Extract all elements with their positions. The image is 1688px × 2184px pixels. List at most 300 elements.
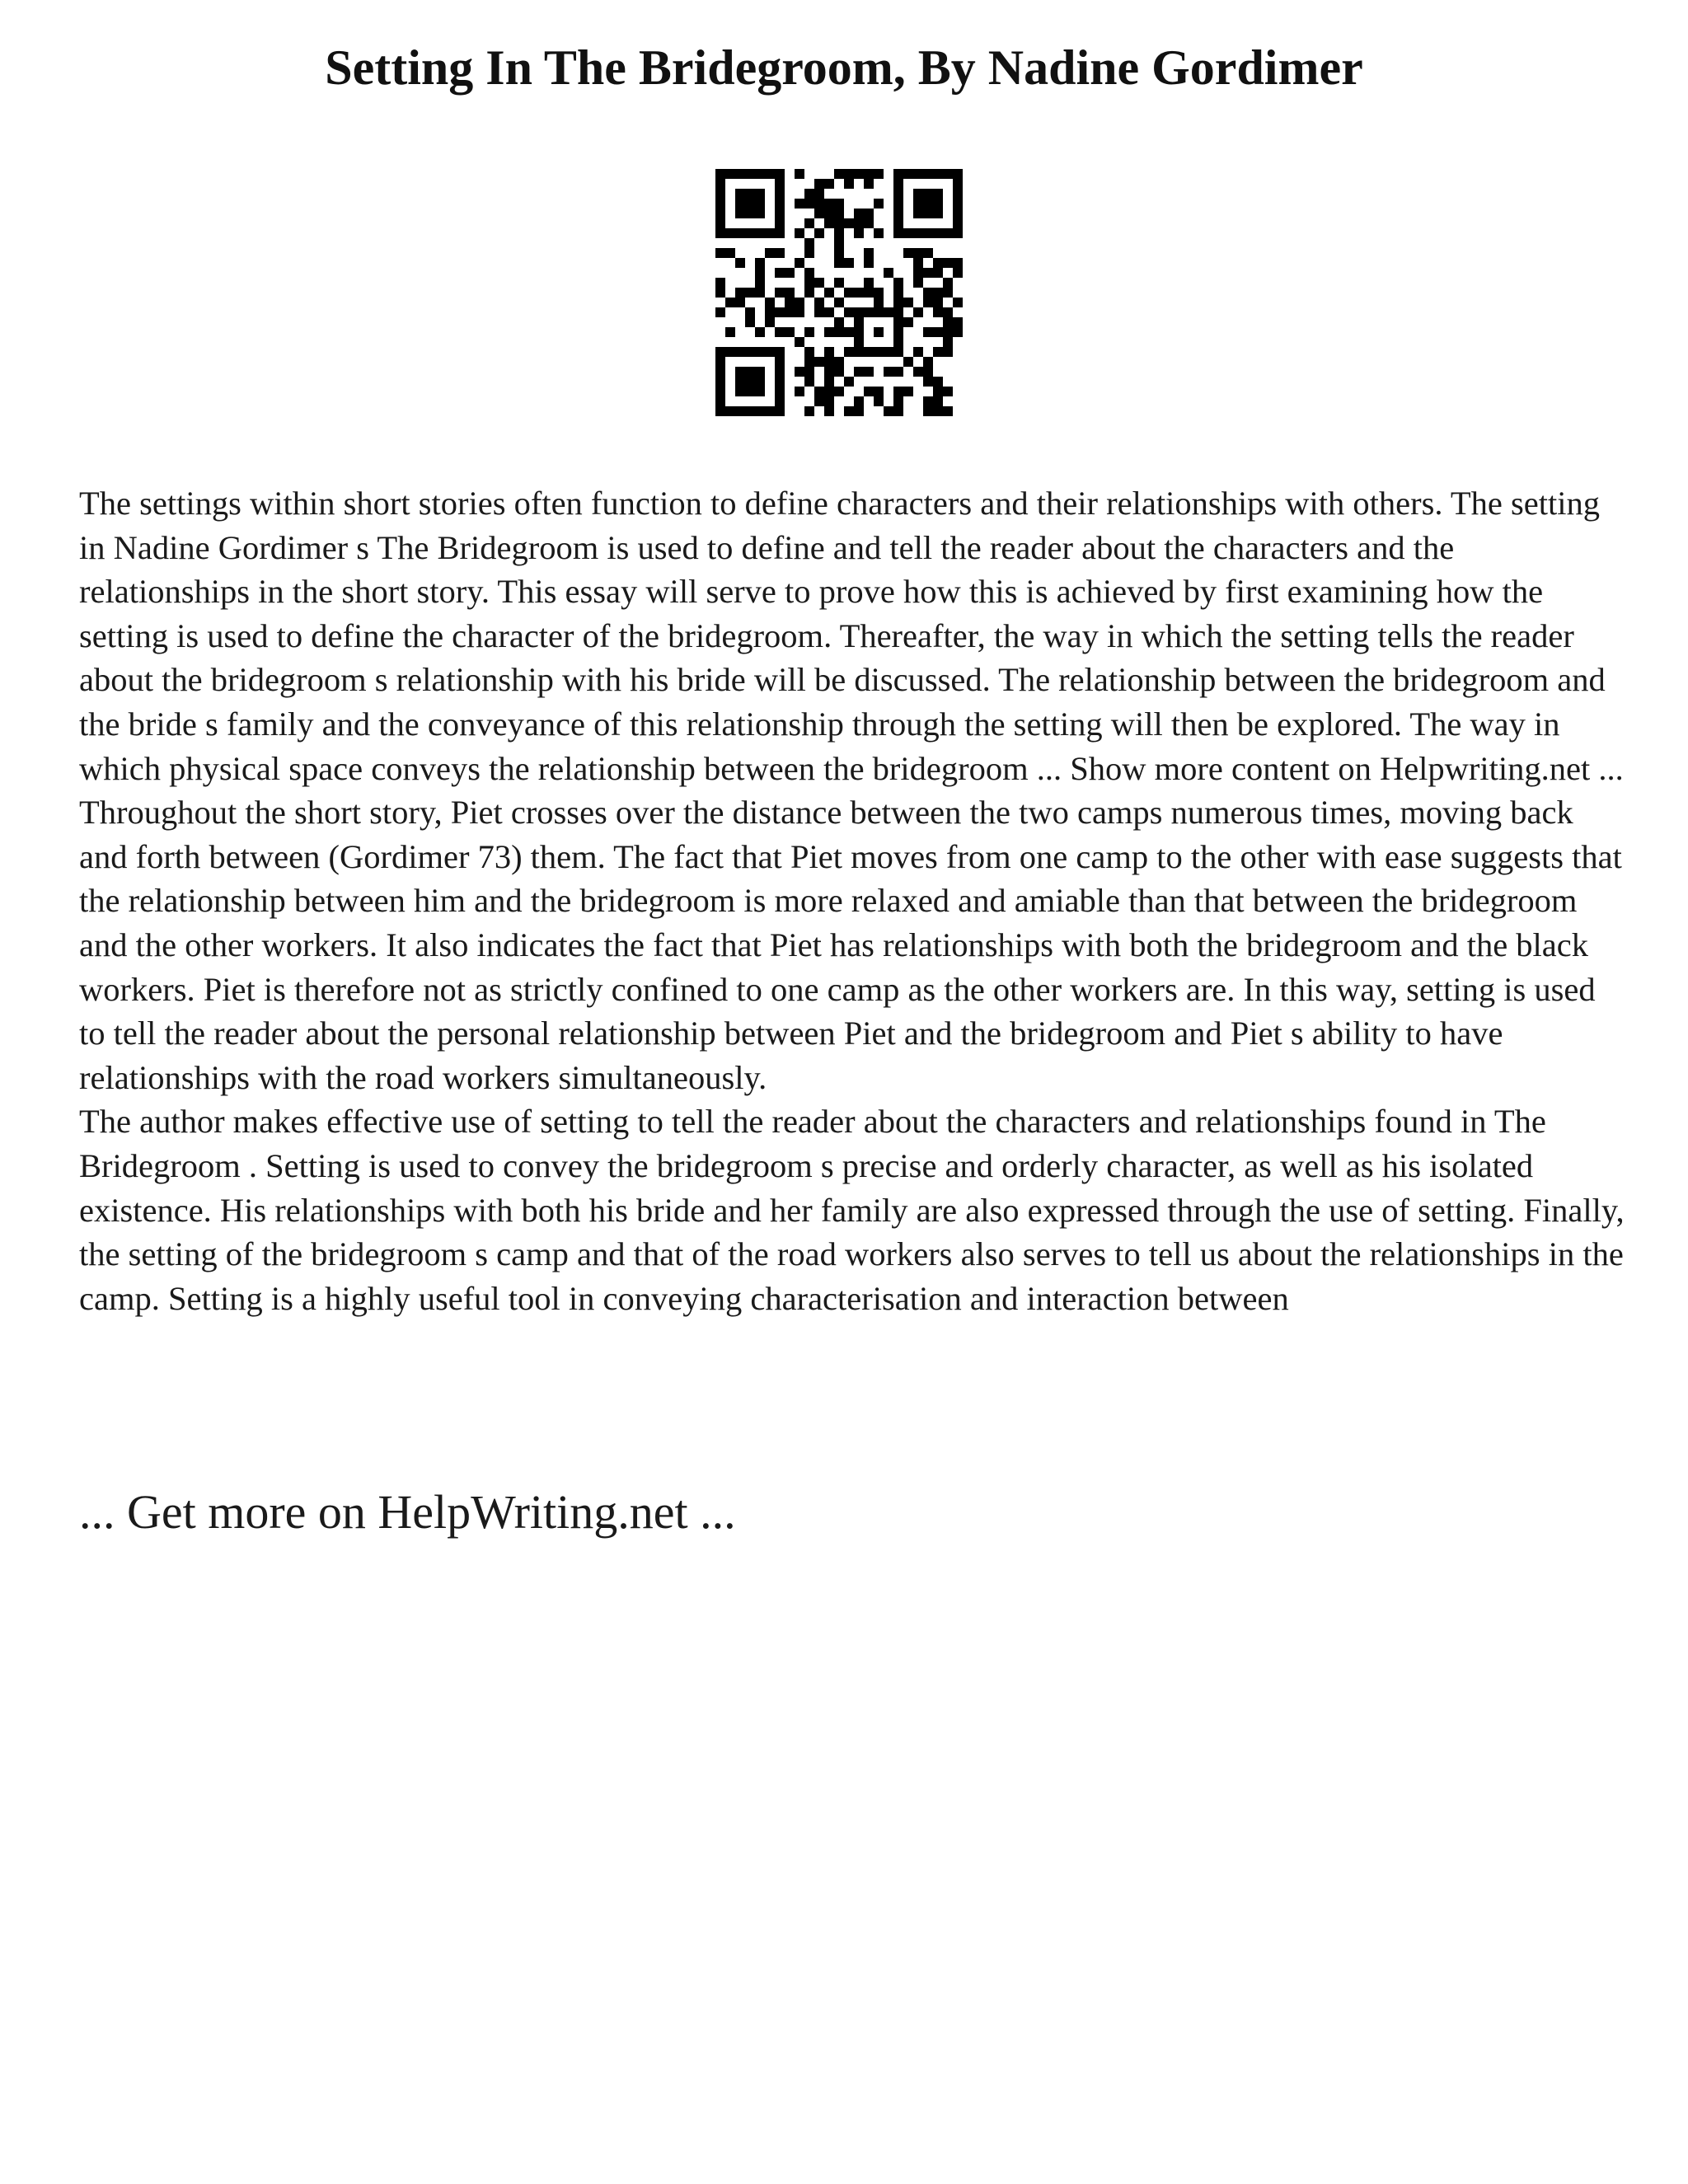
qr-module [874, 199, 884, 209]
qr-module [755, 367, 765, 377]
qr-module [953, 169, 963, 179]
qr-module [814, 199, 824, 209]
qr-module [804, 218, 814, 228]
qr-module [745, 317, 755, 327]
qr-module [735, 298, 745, 307]
qr-module [745, 307, 755, 317]
qr-module [943, 307, 953, 317]
qr-module [864, 387, 874, 396]
qr-module [834, 298, 844, 307]
qr-module [765, 406, 775, 416]
qr-module [864, 347, 874, 357]
qr-module [775, 268, 785, 278]
qr-module [903, 317, 913, 327]
qr-module [775, 228, 785, 238]
qr-module [775, 377, 785, 387]
qr-module [923, 228, 933, 238]
qr-module [824, 367, 834, 377]
paragraph-3: The author makes effective use of setting to tell the reader about the characters and relationships found in The Bridegroom . Setting is used to convey the bridegroom s precise and orderly character, as well as his isolated existence. His relationships with both his bride and her family are also expressed through the use of setting. Finally, the setting of the bridegroom s camp and that of the road workers also serves to tell us about the relationships in the camp. Setting is a highly useful tool in conveying characterisation and interaction between [79, 1103, 1625, 1317]
qr-module [795, 298, 804, 307]
qr-module [943, 228, 953, 238]
qr-module [874, 387, 884, 396]
qr-module [933, 396, 943, 406]
qr-module [804, 406, 814, 416]
qr-module [735, 288, 745, 298]
qr-module [735, 347, 745, 357]
qr-module [755, 406, 765, 416]
qr-module [854, 288, 864, 298]
qr-module [893, 228, 903, 238]
qr-module [933, 228, 943, 238]
qr-module [943, 317, 953, 327]
qr-module [884, 268, 893, 278]
qr-module [893, 169, 903, 179]
qr-module [874, 288, 884, 298]
qr-module [874, 298, 884, 307]
qr-module [893, 298, 903, 307]
qr-module [884, 406, 893, 416]
qr-module [903, 298, 913, 307]
qr-module [923, 357, 933, 367]
qr-module [913, 169, 923, 179]
qr-module [834, 209, 844, 218]
qr-module [834, 387, 844, 396]
qr-module [834, 169, 844, 179]
qr-module [953, 189, 963, 199]
get-more-link[interactable]: ... Get more on HelpWriting.net ... [79, 1485, 736, 1539]
qr-module [884, 307, 893, 317]
qr-module [933, 377, 943, 387]
paragraph-2: Throughout the short story, Piet crosses over the distance between the two camps numerous times, moving back and forth between (Gordimer 73) them. The fact that Piet moves from one camp to the other with ease suggests that the relationship between him and the bridegroom is more relaxed and amiable than that between the bridegroom and the other workers. It also indicates the fact that Piet has relationships with both the bridegroom and the black workers. Piet is therefore not as strictly confined to one camp as the other workers are. In this way, setting is used to tell the reader about the personal relationship between Piet and the bridegroom and Piet s ability to have relationships with the road workers simultaneously. [79, 794, 1622, 1096]
qr-module [913, 228, 923, 238]
qr-module [943, 288, 953, 298]
qr-module [814, 278, 824, 288]
qr-module [795, 307, 804, 317]
qr-module [913, 367, 923, 377]
qr-module [735, 387, 745, 396]
qr-module [715, 248, 725, 258]
qr-module [933, 189, 943, 199]
page-title: Setting In The Bridegroom, By Nadine Gordimer [325, 40, 1363, 95]
qr-module [953, 327, 963, 337]
qr-module [854, 396, 864, 406]
qr-module [943, 327, 953, 337]
qr-module [765, 298, 775, 307]
qr-module [893, 278, 903, 288]
qr-module [864, 209, 874, 218]
qr-module [775, 218, 785, 228]
qr-module [953, 179, 963, 189]
qr-module [933, 307, 943, 317]
qr-module [893, 387, 903, 396]
qr-module [923, 209, 933, 218]
qr-module [775, 189, 785, 199]
qr-module [755, 189, 765, 199]
qr-module [913, 248, 923, 258]
qr-module [775, 199, 785, 209]
qr-module [913, 209, 923, 218]
qr-module [735, 169, 745, 179]
qr-module [913, 189, 923, 199]
qr-module [824, 199, 834, 209]
qr-module [735, 377, 745, 387]
qr-module [785, 307, 795, 317]
qr-module [903, 248, 913, 258]
qr-module [834, 258, 844, 268]
qr-module [864, 288, 874, 298]
qr-module [775, 248, 785, 258]
qr-module [755, 327, 765, 337]
qr-module [765, 307, 775, 317]
qr-module [874, 396, 884, 406]
qr-module [893, 199, 903, 209]
qr-module [745, 377, 755, 387]
qr-module [933, 199, 943, 209]
qr-module [913, 307, 923, 317]
qr-module [923, 298, 933, 307]
qr-module [923, 189, 933, 199]
qr-module [735, 406, 745, 416]
qr-module [765, 228, 775, 238]
qr-module [725, 347, 735, 357]
qr-module [933, 288, 943, 298]
qr-module [814, 228, 824, 238]
qr-module [933, 406, 943, 416]
qr-module [824, 288, 834, 298]
qr-module [804, 327, 814, 337]
qr-module [804, 357, 814, 367]
qr-module [735, 258, 745, 268]
qr-module [834, 218, 844, 228]
qr-module [715, 288, 725, 298]
qr-module [854, 169, 864, 179]
qr-module [874, 169, 884, 179]
qr-module [795, 387, 804, 396]
qr-module [923, 406, 933, 416]
qr-module [735, 228, 745, 238]
qr-module [943, 387, 953, 396]
qr-module [775, 327, 785, 337]
qr-module [864, 218, 874, 228]
qr-module [814, 396, 824, 406]
qr-module [834, 367, 844, 377]
qr-module [755, 268, 765, 278]
qr-module [864, 367, 874, 377]
qr-module [814, 189, 824, 199]
qr-module [854, 337, 864, 347]
qr-module [795, 169, 804, 179]
qr-module [844, 377, 854, 387]
qr-module [893, 307, 903, 317]
qr-module [755, 288, 765, 298]
qr-module [864, 278, 874, 288]
qr-module [933, 387, 943, 396]
qr-module [824, 179, 834, 189]
qr-module [893, 337, 903, 347]
qr-module [755, 278, 765, 288]
qr-module [745, 189, 755, 199]
qr-module [755, 377, 765, 387]
qr-module [795, 199, 804, 209]
qr-module [854, 317, 864, 327]
qr-module [745, 169, 755, 179]
qr-module [775, 357, 785, 367]
qr-module [824, 396, 834, 406]
qr-module [755, 199, 765, 209]
qr-module [824, 307, 834, 317]
qr-module [834, 327, 844, 337]
qr-module [715, 377, 725, 387]
qr-module [745, 199, 755, 209]
qr-module [814, 387, 824, 396]
qr-module [923, 169, 933, 179]
qr-module [785, 327, 795, 337]
qr-module [893, 396, 903, 406]
qr-module [844, 327, 854, 337]
qr-module [814, 209, 824, 218]
qr-module [715, 189, 725, 199]
qr-module [775, 169, 785, 179]
qr-module [923, 377, 933, 387]
qr-module [804, 268, 814, 278]
qr-module [814, 179, 824, 189]
qr-module [745, 367, 755, 377]
qr-module [824, 347, 834, 357]
qr-module [785, 288, 795, 298]
qr-module [854, 218, 864, 228]
qr-module [775, 288, 785, 298]
qr-module [874, 307, 884, 317]
qr-module [755, 387, 765, 396]
qr-module [884, 347, 893, 357]
qr-module [745, 288, 755, 298]
qr-module [834, 238, 844, 248]
qr-module [804, 288, 814, 298]
qr-module [715, 387, 725, 396]
qr-module [824, 327, 834, 337]
qr-module [735, 209, 745, 218]
qr-module [943, 278, 953, 288]
qr-module [864, 307, 874, 317]
qr-code-graphic [715, 169, 963, 416]
qr-module [775, 396, 785, 406]
qr-module [715, 199, 725, 209]
qr-module [745, 228, 755, 238]
qr-module [725, 327, 735, 337]
qr-module [953, 317, 963, 327]
qr-module [755, 347, 765, 357]
qr-module [933, 258, 943, 268]
qr-module [893, 218, 903, 228]
qr-module [765, 169, 775, 179]
qr-module [834, 357, 844, 367]
qr-module [745, 406, 755, 416]
qr-module [804, 347, 814, 357]
qr-module [874, 347, 884, 357]
qr-module [814, 298, 824, 307]
qr-module [844, 406, 854, 416]
qr-module [804, 377, 814, 387]
qr-module [725, 248, 735, 258]
qr-module [785, 298, 795, 307]
qr-module [785, 268, 795, 278]
qr-module [953, 268, 963, 278]
qr-module [755, 209, 765, 218]
qr-module [775, 307, 785, 317]
qr-module [953, 199, 963, 209]
qr-module [854, 209, 864, 218]
qr-module [923, 327, 933, 337]
qr-module [893, 209, 903, 218]
qr-module [745, 387, 755, 396]
qr-module [795, 258, 804, 268]
qr-module [735, 199, 745, 209]
qr-module [814, 307, 824, 317]
qr-module [765, 347, 775, 357]
qr-module [824, 357, 834, 367]
qr-module [953, 209, 963, 218]
qr-module [745, 209, 755, 218]
qr-module [943, 347, 953, 357]
qr-module [923, 396, 933, 406]
essay-body [79, 481, 1629, 1320]
qr-module [933, 298, 943, 307]
qr-module [893, 347, 903, 357]
qr-module [844, 169, 854, 179]
qr-module [854, 406, 864, 416]
qr-module [864, 248, 874, 258]
qr-module [913, 268, 923, 278]
qr-module [804, 248, 814, 258]
qr-module [874, 327, 884, 337]
qr-module [795, 337, 804, 347]
qr-module [755, 169, 765, 179]
qr-module [715, 228, 725, 238]
qr-module [923, 367, 933, 377]
qr-module [844, 307, 854, 317]
qr-module [715, 357, 725, 367]
qr-module [804, 189, 814, 199]
qr-module [893, 288, 903, 298]
qr-module [903, 357, 913, 367]
qr-module [943, 406, 953, 416]
qr-module [913, 258, 923, 268]
qr-module [864, 258, 874, 268]
qr-module [814, 357, 824, 367]
qr-module [844, 258, 854, 268]
qr-module [725, 228, 735, 238]
qr-module [715, 169, 725, 179]
qr-module [913, 278, 923, 288]
qr-module [775, 209, 785, 218]
qr-module [933, 327, 943, 337]
qr-module [844, 218, 854, 228]
qr-module [795, 228, 804, 238]
qr-module [775, 179, 785, 189]
qr-module [715, 406, 725, 416]
qr-module [903, 228, 913, 238]
qr-module [775, 406, 785, 416]
qr-module [943, 337, 953, 347]
qr-module [715, 307, 725, 317]
qr-module [775, 387, 785, 396]
qr-module [804, 367, 814, 377]
qr-module [834, 248, 844, 258]
qr-module [824, 387, 834, 396]
qr-module [923, 288, 933, 298]
qr-module [735, 189, 745, 199]
qr-module [834, 228, 844, 238]
qr-module [893, 327, 903, 337]
qr-module [953, 258, 963, 268]
qr-module [893, 406, 903, 416]
qr-module [923, 199, 933, 209]
qr-module [844, 179, 854, 189]
qr-module [943, 258, 953, 268]
qr-module [933, 169, 943, 179]
qr-module [824, 218, 834, 228]
qr-module [715, 209, 725, 218]
qr-module [933, 268, 943, 278]
qr-module [765, 317, 775, 327]
qr-module [913, 199, 923, 209]
qr-module [715, 278, 725, 288]
qr-module [844, 288, 854, 298]
qr-module [854, 347, 864, 357]
qr-module [913, 347, 923, 357]
qr-module [715, 218, 725, 228]
qr-module [715, 179, 725, 189]
qr-module [775, 347, 785, 357]
qr-module [725, 298, 735, 307]
qr-module [864, 169, 874, 179]
qr-module [804, 199, 814, 209]
qr-module [903, 169, 913, 179]
qr-module [745, 347, 755, 357]
qr-module [715, 347, 725, 357]
qr-module [765, 248, 775, 258]
qr-module [874, 228, 884, 238]
qr-module [834, 317, 844, 327]
qr-module [804, 238, 814, 248]
qr-module [903, 387, 913, 396]
qr-module [893, 367, 903, 377]
paragraph-1: The settings within short stories often function to define characters and their relationships with others. The setting in Nadine Gordimer s The Bridegroom is used to define and tell the reader about the characters and the relationships in the short story. This essay will serve to prove how this is achieved by first examining how the setting is used to define the character of the bridegroom. Thereafter, the way in which the setting tells the reader about the bridegroom s relationship with his bride will be discussed. The relationship between the bridegroom and the bride s family and the conveyance of this relationship through the setting will then be explored. The way in which physical space conveys the relationship between the bridegroom ... Show more content on Helpwriting.net ... [79, 485, 1624, 787]
qr-module [854, 367, 864, 377]
qr-module [933, 347, 943, 357]
qr-module [923, 268, 933, 278]
qr-module [893, 317, 903, 327]
qr-module [755, 258, 765, 268]
qr-module [844, 347, 854, 357]
qr-module [775, 367, 785, 377]
qr-code-icon[interactable] [715, 169, 963, 416]
qr-module [755, 228, 765, 238]
qr-module [854, 307, 864, 317]
qr-module [953, 218, 963, 228]
qr-module [725, 406, 735, 416]
qr-module [884, 367, 893, 377]
qr-module [715, 367, 725, 377]
qr-module [953, 298, 963, 307]
qr-module [824, 406, 834, 416]
qr-module [943, 169, 953, 179]
qr-module [834, 199, 844, 209]
qr-module [795, 367, 804, 377]
qr-module [893, 189, 903, 199]
qr-module [804, 278, 814, 288]
qr-module [933, 209, 943, 218]
